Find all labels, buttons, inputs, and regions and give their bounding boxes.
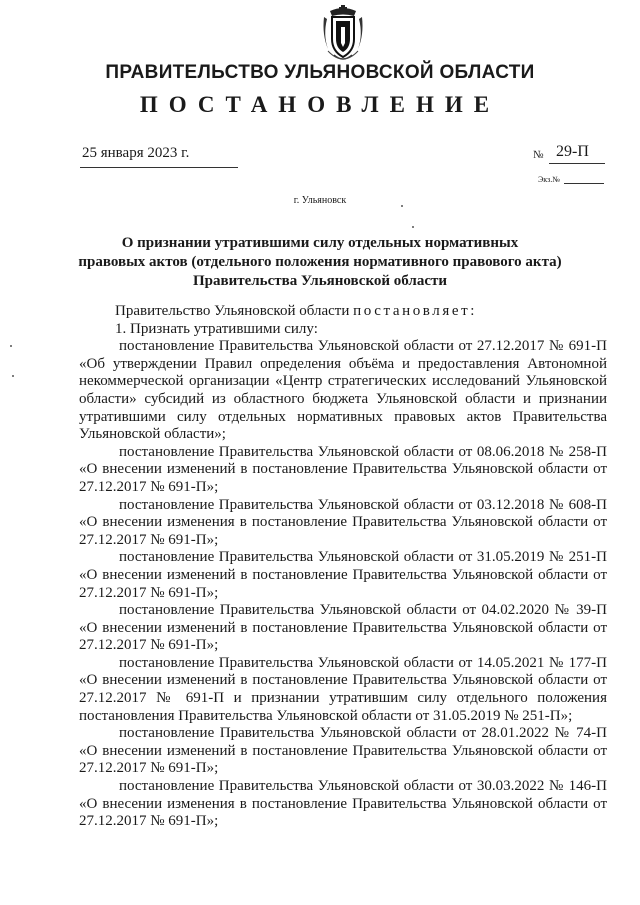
date-underline (80, 167, 238, 168)
copy-number-label: Экз.№ (538, 175, 560, 184)
list-item: постановление Правительства Ульяновской области от 08.06.2018 № 258-П «О внесении изменений в постановление Правительства Ульяновской области от 27.12.2017 № 691-П»; (79, 443, 607, 495)
scan-speck (12, 375, 14, 377)
list-item: постановление Правительства Ульяновской области от 27.12.2017 № 691-П «Об утверждении Правил определения объёма и предоставления Автономной некоммерческой организации «Центр стратегических исследований Ульяновской области» субсидий из областного бюджета Ульяновской области и признании утратившими силу отдельных нормативных правовых актов Правительства Ульяновской области»; (79, 338, 607, 443)
list-item: постановление Правительства Ульяновской области от 28.01.2022 № 74-П «О внесении изменений в постановление Правительства Ульяновской области от 27.12.2017 № 691-П»; (79, 725, 607, 777)
document-title (60, 234, 580, 291)
intro-verb: постановляет: (353, 303, 478, 319)
list-item: постановление Правительства Ульяновской области от 14.05.2021 № 177-П «О внесении изменений в постановление Правительства Ульяновской области от 27.12.2017 № 691-П и признании утратившим силу отдельного положения постановления Правительства Ульяновской области от 31.05.2019 № 251-П»; (79, 654, 607, 724)
scan-speck (401, 205, 403, 207)
coat-of-arms-icon (320, 5, 366, 65)
document-date: 25 января 2023 г. (82, 145, 190, 161)
title-line: О признании утратившими силу отдельных нормативных (121, 235, 519, 251)
scan-speck (412, 226, 414, 228)
item-1: 1. Признать утратившими силу: (115, 320, 318, 337)
title-line: правовых актов (отдельного положения нормативного правового акта) (78, 254, 562, 270)
list-item: постановление Правительства Ульяновской области от 31.05.2019 № 251-П «О внесении изменений в постановление Правительства Ульяновской области от 27.12.2017 № 691-П»; (79, 549, 607, 601)
intro-prefix: Правительство Ульяновской области (115, 303, 354, 319)
document-number: 29-П (556, 143, 589, 160)
list-item: постановление Правительства Ульяновской области от 04.02.2020 № 39-П «О внесении изменений в постановление Правительства Ульяновской области от 27.12.2017 № 691-П»; (79, 602, 607, 654)
copy-number-underline (564, 183, 604, 184)
city: г. Ульяновск (293, 195, 347, 206)
scan-speck (10, 345, 12, 347)
list-item: постановление Правительства Ульяновской области от 30.03.2022 № 146-П «О внесении изменения в постановление Правительства Ульяновской области от 27.12.2017 № 691-П»; (79, 778, 607, 830)
list-item: постановление Правительства Ульяновской области от 03.12.2018 № 608-П «О внесении изменения в постановление Правительства Ульяновской области от 27.12.2017 № 691-П»; (79, 496, 607, 548)
number-label: № (533, 149, 544, 161)
document-body (79, 303, 607, 831)
government-name: ПРАВИТЕЛЬСТВО УЛЬЯНОВСКОЙ ОБЛАСТИ (105, 62, 535, 83)
title-line: Правительства Ульяновской области (192, 273, 448, 289)
document-type: ПОСТАНОВЛЕНИЕ (139, 92, 501, 117)
intro-paragraph (79, 303, 607, 321)
number-underline (549, 163, 605, 164)
